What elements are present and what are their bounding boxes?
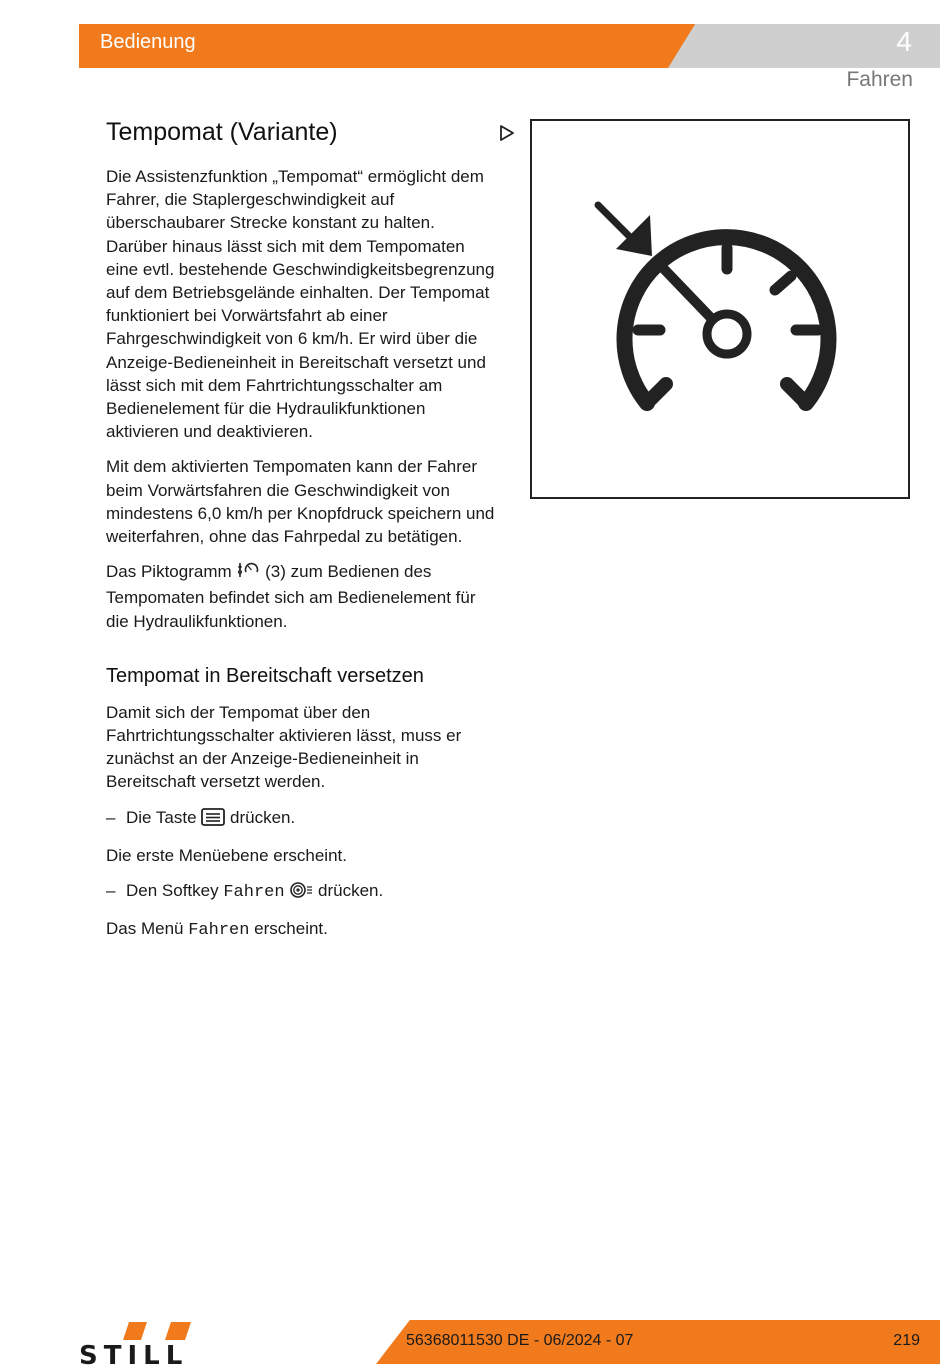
step1-text-after: drücken.	[230, 807, 296, 827]
subsection-title: Fahren	[846, 68, 913, 91]
step-dash: –	[106, 881, 116, 901]
step2-text-before: Den Softkey	[126, 881, 219, 901]
menu-name: Fahren	[188, 921, 250, 941]
paragraph-menu-appears	[106, 917, 498, 942]
main-content	[106, 117, 498, 954]
paragraph-first-menu: Die erste Menüebene erscheint.	[106, 845, 347, 865]
para6-text-after: erscheint.	[254, 919, 328, 939]
paragraph-speed-memory: Mit dem aktivierten Tempomaten kann der Fahrer beim Vorwärtsfahren die Geschwindigkeit von mindestens 6,0 km/h per Knopfdruck speichern und weiterfahren, ohne das Fahrpedal zu betätigen.	[106, 457, 495, 547]
step2-text-after: drücken.	[318, 881, 384, 901]
page-heading: Tempomat (Variante)	[106, 118, 338, 146]
paragraph-pictogram	[106, 560, 498, 633]
intro-paragraph: Die Assistenzfunktion „Tempomat“ ermöglicht dem Fahrer, die Staplergeschwindigkeit auf überschaubarer Strecke konstant zu halten. Darüber hinaus lässt sich mit dem Tempomaten eine evtl. bestehende Geschwindigkeitsbegrenzung auf dem Betriebsgelände einhalten. Der Tempomat funktioniert bei Vorwärtsfahrt ab einer Fahrgeschwindigkeit von 6 km/h. Er wird über die Anzeige-Bedieneinheit in Bereitschaft versetzt und lässt sich mit dem Fahrtrichtungsschalter am Bedienelement für die Hydraulikfunktionen aktivieren und deaktivieren.	[106, 167, 495, 442]
cruise-pictogram-icon	[236, 560, 260, 586]
para6-text-before: Das Menü	[106, 919, 184, 939]
step-press-menu-key	[106, 806, 498, 832]
step-dash: –	[106, 807, 116, 827]
paragraph-standby: Damit sich der Tempomat über den Fahrtrichtungsschalter aktivieren lässt, muss er zunächst an der Anzeige-Bedieneinheit in Bereitschaft versetzt werden.	[106, 702, 462, 792]
logo-text: STILL	[79, 1341, 189, 1366]
section-title: Bedienung	[100, 31, 196, 53]
page-number: 219	[893, 1332, 920, 1349]
right-triangle-marker-icon	[499, 124, 515, 147]
pictogram-text-before: Das Piktogramm	[106, 562, 232, 582]
chapter-number: 4	[896, 26, 912, 57]
menu-key-icon	[201, 808, 225, 832]
pictogram-text-after: (3) zum Bedienen des Tempomaten befindet sich am Bedienelement für die Hydraulikfunktionen.	[106, 562, 476, 631]
speedometer-cruise-icon	[532, 121, 908, 497]
drive-softkey-icon	[289, 881, 313, 905]
figure-frame	[530, 119, 910, 499]
step1-text-before: Die Taste	[126, 807, 197, 827]
document-id: 56368011530 DE - 06/2024 - 07	[406, 1332, 634, 1349]
softkey-name: Fahren	[223, 883, 285, 903]
still-logo	[79, 1320, 239, 1371]
subheading: Tempomat in Bereitschaft versetzen	[106, 664, 424, 687]
step-press-softkey	[106, 879, 498, 905]
